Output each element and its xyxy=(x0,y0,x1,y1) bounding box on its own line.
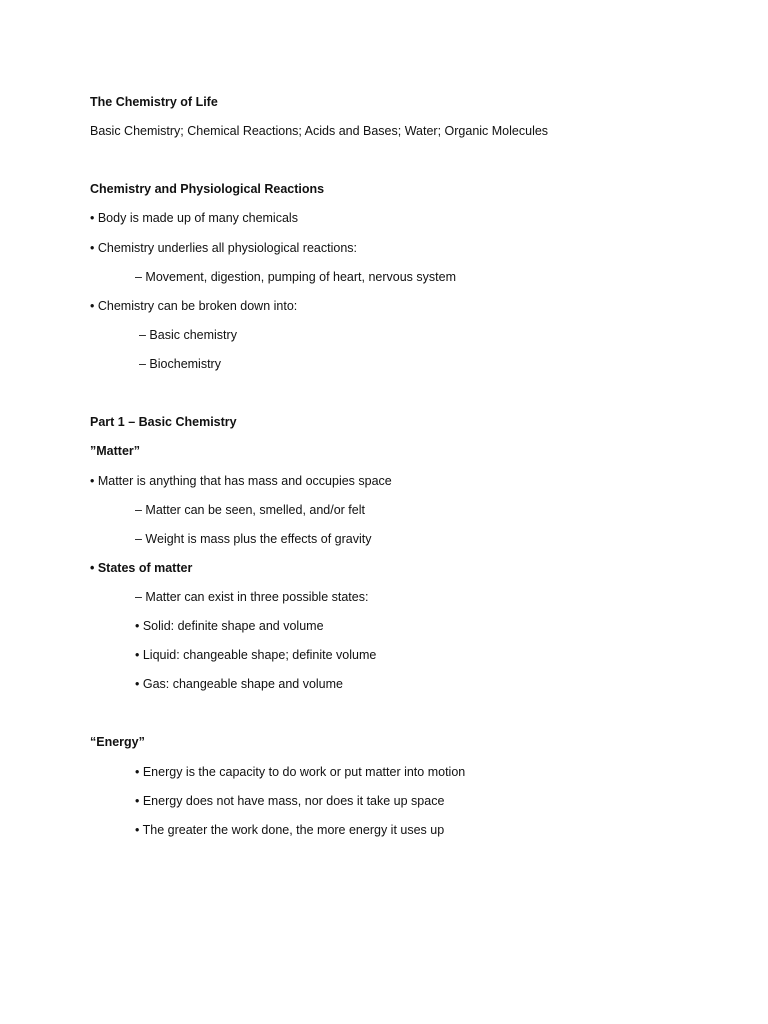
subitem-matter-senses: – Matter can be seen, smelled, and/or felt xyxy=(135,503,365,517)
subitem-basic-chemistry: – Basic chemistry xyxy=(139,328,237,342)
state-liquid: • Liquid: changeable shape; definite volume xyxy=(135,648,377,662)
subitem-movement: – Movement, digestion, pumping of heart, nervous system xyxy=(135,270,456,284)
bullet-broken-down: • Chemistry can be broken down into: xyxy=(90,299,298,313)
state-gas: • Gas: changeable shape and volume xyxy=(135,677,343,691)
bullet-chemistry-underlies: • Chemistry underlies all physiological reactions: xyxy=(90,241,357,255)
page-subtitle: Basic Chemistry; Chemical Reactions; Acids and Bases; Water; Organic Molecules xyxy=(90,124,549,138)
states-heading: • States of matter xyxy=(90,561,193,575)
subitem-weight: – Weight is mass plus the effects of gravity xyxy=(135,532,372,546)
subitem-three-states: – Matter can exist in three possible states: xyxy=(135,590,369,604)
page-title: The Chemistry of Life xyxy=(90,95,218,109)
section-heading-physiology: Chemistry and Physiological Reactions xyxy=(90,182,325,196)
energy-heading: “Energy” xyxy=(90,735,145,749)
state-solid: • Solid: definite shape and volume xyxy=(135,619,324,633)
energy-bullet-no-mass: • Energy does not have mass, nor does it take up space xyxy=(135,794,445,808)
bullet-body-chemicals: • Body is made up of many chemicals xyxy=(90,211,298,225)
bullet-matter-definition: • Matter is anything that has mass and occupies space xyxy=(90,474,392,488)
matter-heading: ”Matter” xyxy=(90,444,141,458)
energy-bullet-work-done: • The greater the work done, the more energy it uses up xyxy=(135,823,445,837)
subitem-biochemistry: – Biochemistry xyxy=(139,357,221,371)
section-heading-basic-chemistry: Part 1 – Basic Chemistry xyxy=(90,415,237,429)
energy-bullet-capacity: • Energy is the capacity to do work or put matter into motion xyxy=(135,765,466,779)
